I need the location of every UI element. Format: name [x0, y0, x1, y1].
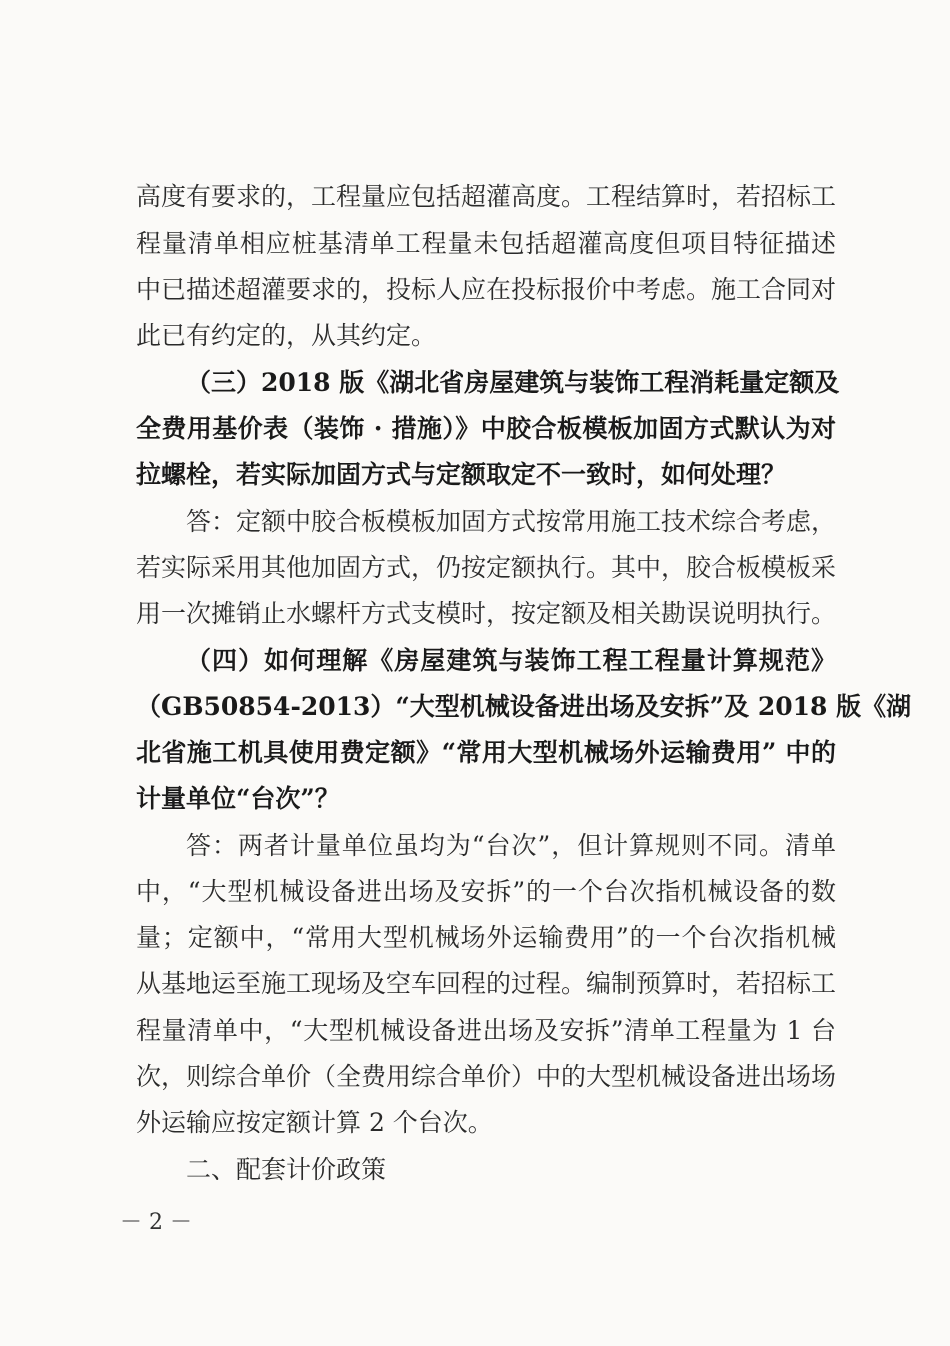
- answer-three-line: 若实际采用其他加固方式，仍按定额执行。其中，胶合板模板采: [136, 553, 837, 582]
- body-text-line: 程量清单相应桩基清单工程量未包括超灌高度但项目特征描述: [136, 229, 836, 258]
- question-three-line: （三）2018 版《湖北省房屋建筑与装饰工程消耗量定额及: [186, 368, 840, 397]
- section-heading: 二、配套计价政策: [186, 1155, 387, 1184]
- answer-four-line: 外运输应按定额计算 2 个台次。: [136, 1108, 493, 1137]
- question-four-line: 计量单位“台次”？: [136, 784, 340, 813]
- answer-four-line: 量；定额中，“常用大型机械场外运输费用”的一个台次指机械: [136, 923, 836, 952]
- answer-four-line: 答：两者计量单位虽均为“台次”，但计算规则不同。清单: [186, 831, 836, 860]
- body-text-line: 高度有要求的，工程量应包括超灌高度。工程结算时，若招标工: [136, 182, 837, 211]
- answer-four-line: 从基地运至施工现场及空车回程的过程。编制预算时，若招标工: [136, 969, 837, 998]
- answer-four-line: 中，“大型机械设备进出场及安拆”的一个台次指机械设备的数: [136, 877, 836, 906]
- answer-three-line: 答：定额中胶合板模板加固方式按常用施工技术综合考虑，: [186, 507, 837, 536]
- page-number: － 2 －: [120, 1210, 192, 1235]
- question-four-line: 北省施工机具使用费定额》“常用大型机械场外运输费用” 中的: [136, 738, 836, 767]
- question-three-line: 全费用基价表（装饰 · 措施）》中胶合板模板加固方式默认为对: [136, 414, 836, 443]
- question-four-line: （四）如何理解《房屋建筑与装饰工程工程量计算规范》: [186, 646, 836, 675]
- body-text-line: 中已描述超灌要求的，投标人应在投标报价中考虑。施工合同对: [136, 275, 837, 304]
- answer-four-line: 程量清单中，“大型机械设备进出场及安拆”清单工程量为 1 台: [136, 1016, 836, 1045]
- question-four-line: （GB50854-2013）“大型机械设备进出场及安拆”及 2018 版《湖: [136, 692, 912, 721]
- question-three-line: 拉螺栓，若实际加固方式与定额取定不一致时，如何处理？: [136, 460, 787, 489]
- answer-three-line: 用一次摊销止水螺杆方式支模时，按定额及相关勘误说明执行。: [136, 599, 837, 628]
- body-text-line: 此已有约定的，从其约定。: [136, 321, 437, 350]
- answer-four-line: 次，则综合单价（全费用综合单价）中的大型机械设备进出场场: [136, 1062, 837, 1091]
